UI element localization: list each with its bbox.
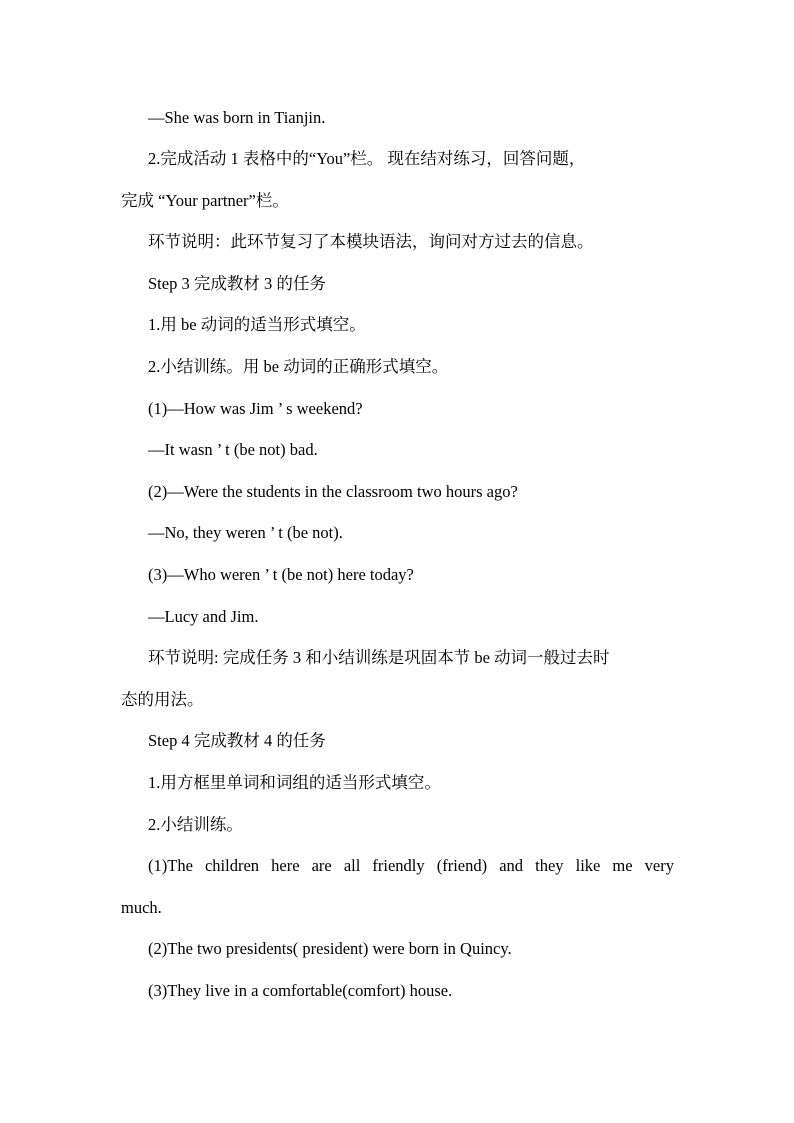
activity-1-instruction: 2.完成活动 1 表格中的“You”栏。 现在结对练习，回答问题， — [148, 149, 586, 168]
exercise-3-answer: —Lucy and Jim. — [148, 607, 259, 626]
exercise-1-question: (1)—How was Jim ’ s weekend? — [148, 399, 363, 418]
step-3-heading: Step 3 完成教材 3 的任务 — [148, 274, 326, 293]
section-note-2: 环节说明: 完成任务 3 和小结训练是巩固本节 be 动词一般过去时 — [148, 648, 610, 667]
practice-3-sentence: (3)They live in a comfortable(comfort) house. — [148, 981, 453, 1000]
exercise-2-question: (2)—Were the students in the classroom two hours ago? — [148, 482, 518, 501]
exercise-1-answer: —It wasn ’ t (be not) bad. — [148, 440, 318, 459]
step-3-task-1: 1.用 be 动词的适当形式填空。 — [148, 315, 366, 334]
dialogue-line-born-tianjin: —She was born in Tianjin. — [148, 108, 326, 127]
section-note-2-continued: 态的用法。 — [121, 690, 204, 709]
activity-1-instruction-continued: 完成 “Your partner”栏。 — [121, 191, 289, 210]
practice-2-sentence: (2)The two presidents( president) were born in Quincy. — [148, 939, 512, 958]
step-4-task-2: 2.小结训练。 — [148, 815, 243, 834]
step-4-task-1: 1.用方框里单词和词组的适当形式填空。 — [148, 773, 441, 792]
step-3-task-2: 2.小结训练。用 be 动词的正确形式填空。 — [148, 357, 449, 376]
exercise-3-question: (3)—Who weren ’ t (be not) here today? — [148, 565, 414, 584]
exercise-2-answer: —No, they weren ’ t (be not). — [148, 523, 343, 542]
step-4-heading: Step 4 完成教材 4 的任务 — [148, 731, 326, 750]
section-note-1: 环节说明：此环节复习了本模块语法，询问对方过去的信息。 — [148, 232, 594, 251]
practice-1-sentence-continued: much. — [121, 898, 162, 917]
practice-1-sentence: (1)The children here are all friendly (friend) and they like me very — [148, 856, 674, 875]
